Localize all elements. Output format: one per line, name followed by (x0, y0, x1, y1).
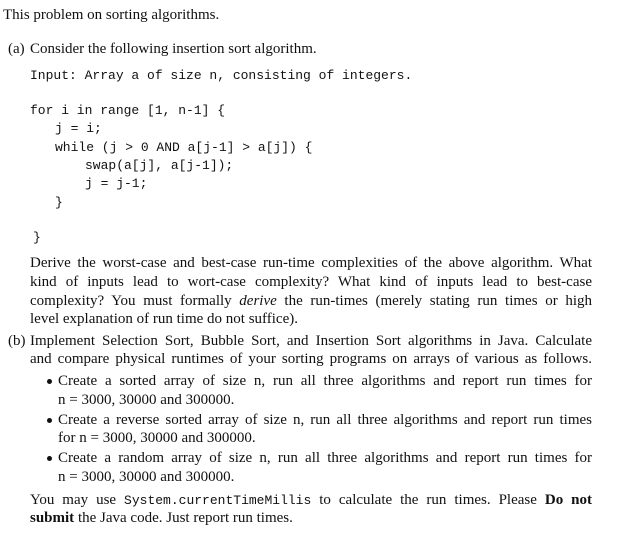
part-b-line: Implement Selection Sort, Bubble Sort, and Insertion Sort algorithms in Java. Calculate (30, 333, 592, 349)
text: complexity? You must formally (30, 293, 232, 309)
bullet-line: Create a sorted array of size n, run all three algorithms and report run times for (58, 373, 592, 389)
inline-code: System.currentTimeMillis (124, 493, 312, 508)
code-line: } (33, 230, 41, 245)
code-line: j = i; (55, 121, 102, 136)
bold-text: submit (30, 510, 75, 526)
bullet-icon (47, 456, 52, 461)
question-line: level explanation of run time do not suffice). (30, 311, 298, 327)
code-line: j = j-1; (85, 176, 148, 191)
closing-line (30, 509, 293, 527)
bold-text: Do not (544, 492, 593, 508)
part-b-label: (b) (8, 333, 26, 349)
bullet-line: n = 3000, 30000 and 300000. (58, 469, 235, 485)
code-line: } (55, 195, 63, 210)
question-line: kind of inputs lead to wort-case complexity? What kind of inputs lead to best-case (30, 274, 592, 290)
bullet-line: Create a random array of size n, run all three algorithms and report run times for (58, 450, 592, 466)
code-line: while (j > 0 AND a[j-1] > a[j]) { (55, 140, 313, 155)
text: to calculate the run times. Please (319, 492, 537, 508)
closing-line (30, 491, 592, 510)
text: the Java code. Just report run times. (77, 510, 293, 526)
text: the run-times (merely stating run times or high (284, 293, 592, 309)
question-line: Derive the worst-case and best-case run-time complexities of the above algorithm. What (30, 255, 592, 271)
input-spec: Input: Array a of size n, consisting of integers. (30, 68, 413, 83)
part-a-label: (a) (8, 41, 25, 57)
part-a-lead: Consider the following insertion sort algorithm. (30, 41, 317, 57)
intro-text: This problem on sorting algorithms. (3, 7, 220, 23)
code-line: for i in range [1, n-1] { (30, 103, 226, 118)
text: You may use (30, 492, 117, 508)
bullet-line: n = 3000, 30000 and 300000. (58, 392, 235, 408)
bullet-line: for n = 3000, 30000 and 300000. (58, 430, 256, 446)
emphasis: derive (239, 293, 277, 309)
bullet-line: Create a reverse sorted array of size n, run all three algorithms and report run times (58, 412, 592, 428)
code-line: swap(a[j], a[j-1]); (85, 158, 234, 173)
part-b-line: and compare physical runtimes of your sorting programs on arrays of various as follows. (30, 351, 592, 367)
